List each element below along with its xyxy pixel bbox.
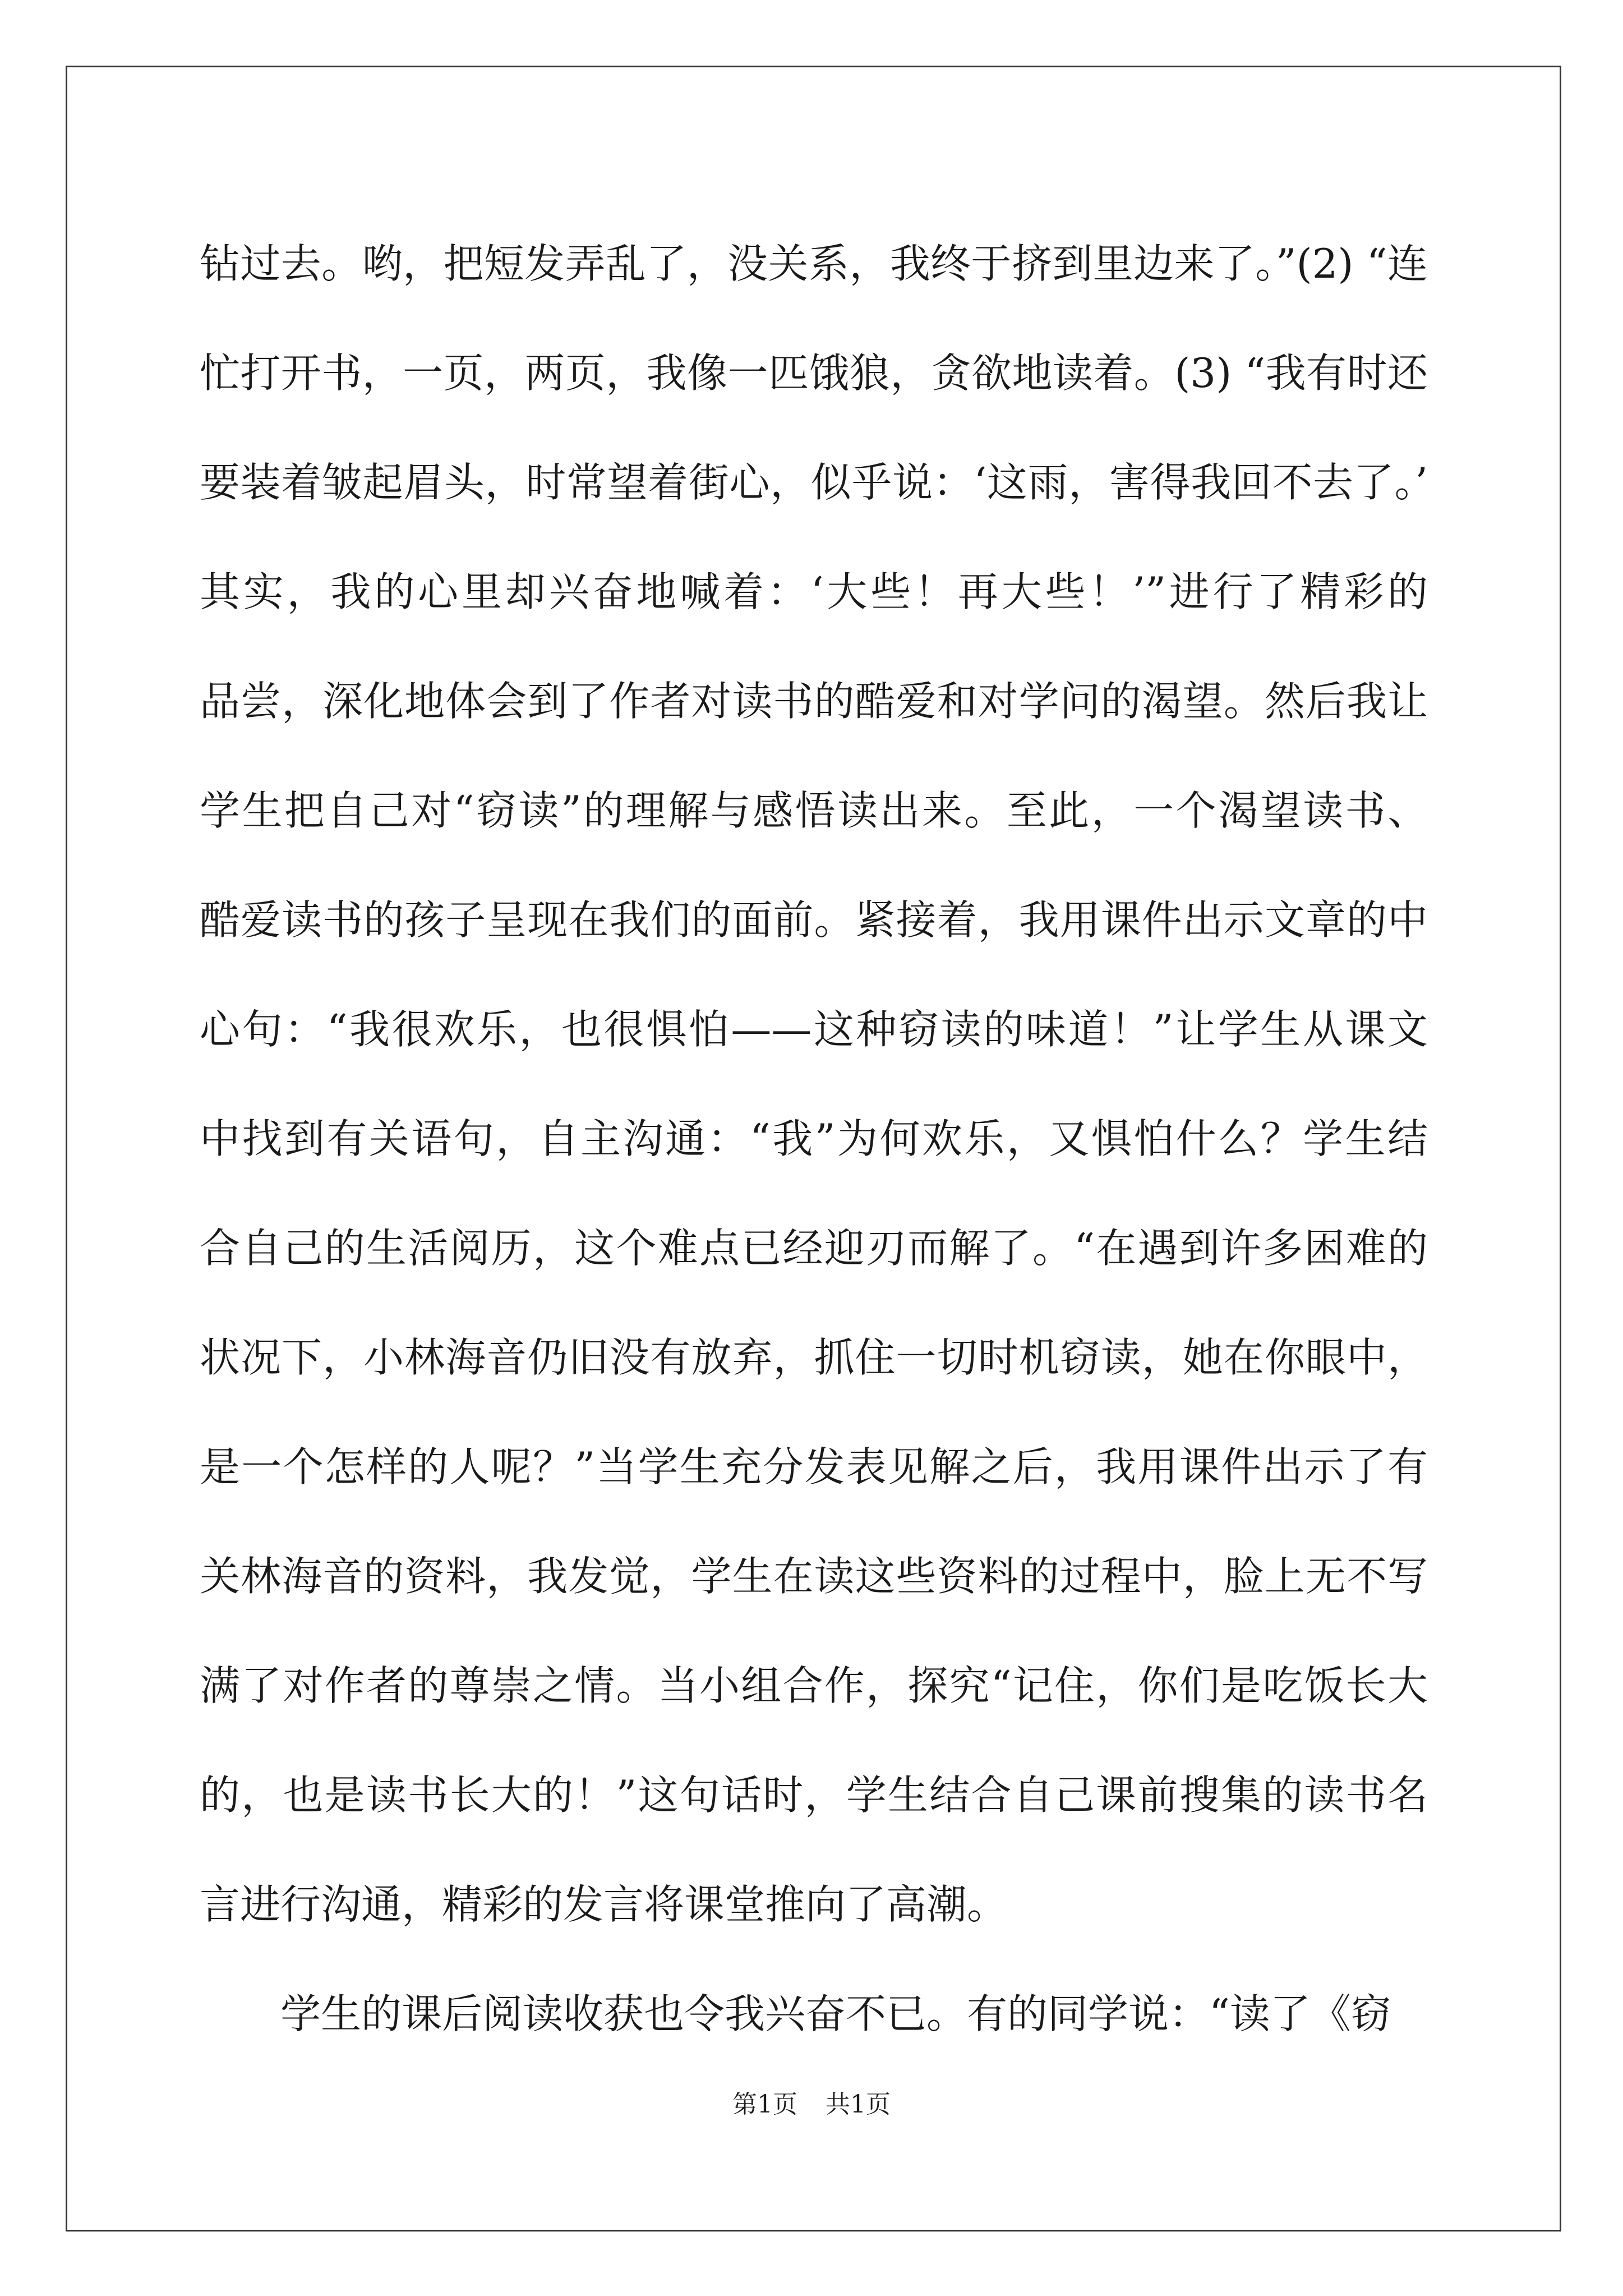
text-line: 满了对作者的尊崇之情。当小组合作，探究“记住，你们是吃饭长大: [200, 1662, 1428, 1709]
text-line: 心句：“我很欢乐，也很惧怕——这种窃读的味道！”让学生从课文: [200, 1006, 1428, 1053]
text-line: 合自己的生活阅历，这个难点已经迎刃而解了。“在遇到许多困难的: [200, 1225, 1428, 1272]
text-line: 学生把自己对“窃读”的理解与感悟读出来。至此，一个渴望读书、: [200, 787, 1428, 834]
text-line: 的，也是读书长大的！”这句话时，学生结合自己课前搜集的读书名: [200, 1772, 1428, 1819]
text-line: 言进行沟通，精彩的发言将课堂推向了高潮。: [200, 1881, 1008, 1928]
page-number: 第1页: [732, 2090, 797, 2119]
text-line: 酷爱读书的孩子呈现在我们的面前。紧接着，我用课件出示文章的中: [200, 896, 1428, 944]
paragraph-start-line: 学生的课后阅读收获也令我兴奋不已。有的同学说：“读了《窃: [280, 1990, 1391, 2037]
page-footer: [0, 2084, 1623, 2120]
text-line: 是一个怎样的人呢？”当学生充分发表见解之后，我用课件出示了有: [200, 1443, 1428, 1490]
text-line: 关林海音的资料，我发觉，学生在读这些资料的过程中，脸上无不写: [200, 1553, 1428, 1600]
document-body: [200, 209, 1428, 2069]
text-line: 钻过去。哟，把短发弄乱了，没关系，我终于挤到里边来了。”(2) “连: [200, 240, 1428, 287]
text-line: 要装着皱起眉头，时常望着街心，似乎说：‘这雨，害得我回不去了。’: [200, 459, 1428, 506]
text-line: 品尝，深化地体会到了作者对读书的酷爱和对学问的渴望。然后我让: [200, 678, 1428, 725]
text-line: 其实，我的心里却兴奋地喊着：‘大些！再大些！’”进行了精彩的: [200, 568, 1428, 615]
text-line: 中找到有关语句，自主沟通：“我”为何欢乐，又惧怕什么？学生结: [200, 1115, 1428, 1162]
page-total: 共1页: [826, 2090, 891, 2119]
text-line: 状况下，小林海音仍旧没有放弃，抓住一切时机窃读，她在你眼中，: [200, 1334, 1428, 1381]
text-line: 忙打开书，一页，两页，我像一匹饿狼，贪欲地读着。(3) “我有时还: [200, 349, 1428, 397]
